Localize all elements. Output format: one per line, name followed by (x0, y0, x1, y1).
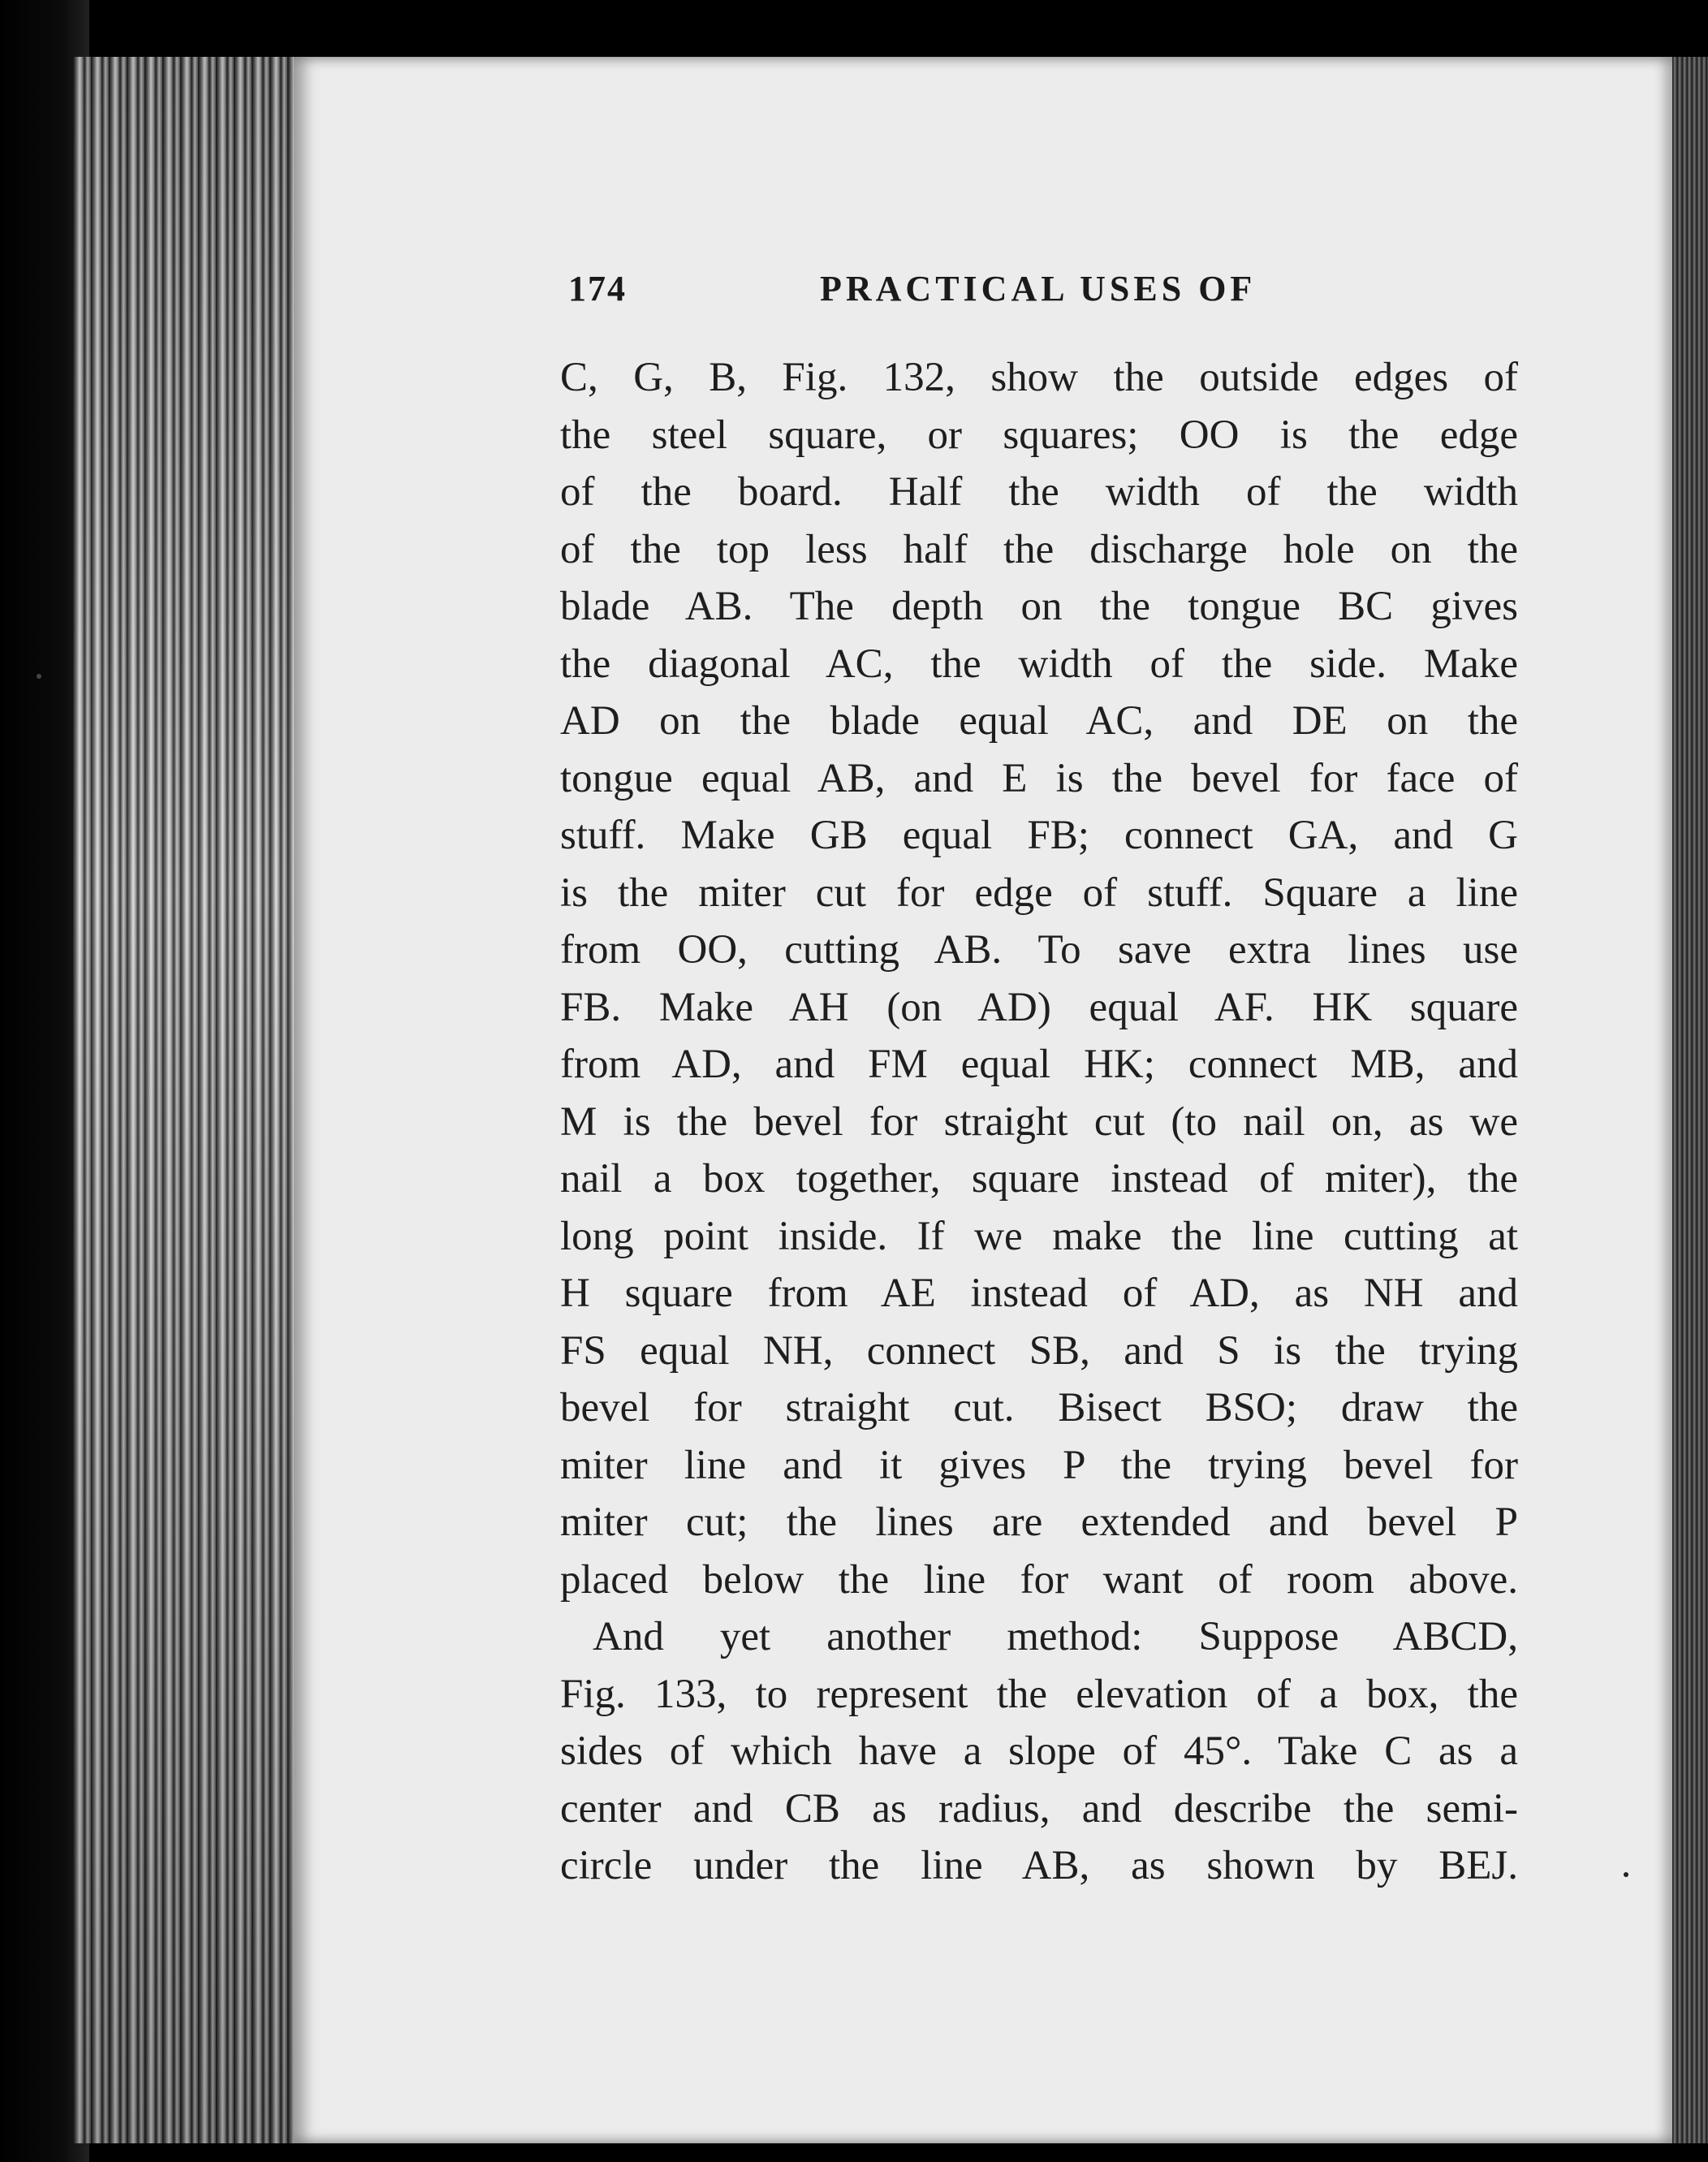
text-line: tongue equal AB, and E is the bevel for face of (560, 755, 1518, 801)
running-title: PRACTICAL USES OF (820, 269, 1257, 309)
speck-mark (37, 674, 41, 679)
text-line: placed below the line for want of room above. (560, 1556, 1518, 1603)
text-line: FS equal NH, connect SB, and S is the trying (560, 1327, 1518, 1374)
text-line: miter line and it gives P the trying bevel for (560, 1442, 1518, 1488)
text-line: the diagonal AC, the width of the side. Make (560, 641, 1518, 687)
page-number: 174 (568, 269, 627, 309)
text-line: C, G, B, Fig. 132, show the outside edges of (560, 355, 1518, 400)
text-line: center and CB as radius, and describe the semi- (560, 1785, 1518, 1832)
text-line: M is the bevel for straight cut (to nail on, as we (560, 1098, 1518, 1145)
text-line: nail a box together, square instead of miter), the (560, 1156, 1518, 1202)
text-line: Fig. 133, to represent the elevation of a box, the (560, 1671, 1518, 1717)
text-line: FB. Make AH (on AD) equal AF. HK square (560, 984, 1518, 1030)
text-line: sides of which have a slope of 45°. Take C as a (560, 1728, 1518, 1774)
page-edges (73, 57, 296, 2143)
text-line: of the board. Half the width of the width (560, 469, 1518, 515)
text-line: And yet another method: Suppose ABCD, (593, 1614, 1518, 1659)
right-page-edge (1672, 57, 1708, 2143)
text-line: long point inside. If we make the line cutting at (560, 1213, 1518, 1259)
running-head (568, 268, 1299, 317)
speck-mark (1624, 1872, 1628, 1877)
text-line: from AD, and FM equal HK; connect MB, and (560, 1042, 1518, 1087)
text-line: blade AB. The depth on the tongue BC gives (560, 584, 1518, 629)
text-line: stuff. Make GB equal FB; connect GA, and G (560, 813, 1518, 858)
text-line: of the top less half the discharge hole on the (560, 526, 1518, 572)
text-line: miter cut; the lines are extended and bevel P (560, 1500, 1518, 1545)
text-line: from OO, cutting AB. To save extra lines use (560, 927, 1518, 973)
text-line: is the miter cut for edge of stuff. Square a line (560, 870, 1518, 916)
text-line: H square from AE instead of AD, as NH and (560, 1271, 1518, 1316)
text-line: bevel for straight cut. Bisect BSO; draw the (560, 1385, 1518, 1431)
text-line: AD on the blade equal AC, and DE on the (560, 698, 1518, 744)
text-line: the steel square, or squares; OO is the edge (560, 412, 1518, 458)
body-text (560, 349, 1518, 1895)
text-line: circle under the line AB, as shown by BEJ. (560, 1843, 1518, 1888)
